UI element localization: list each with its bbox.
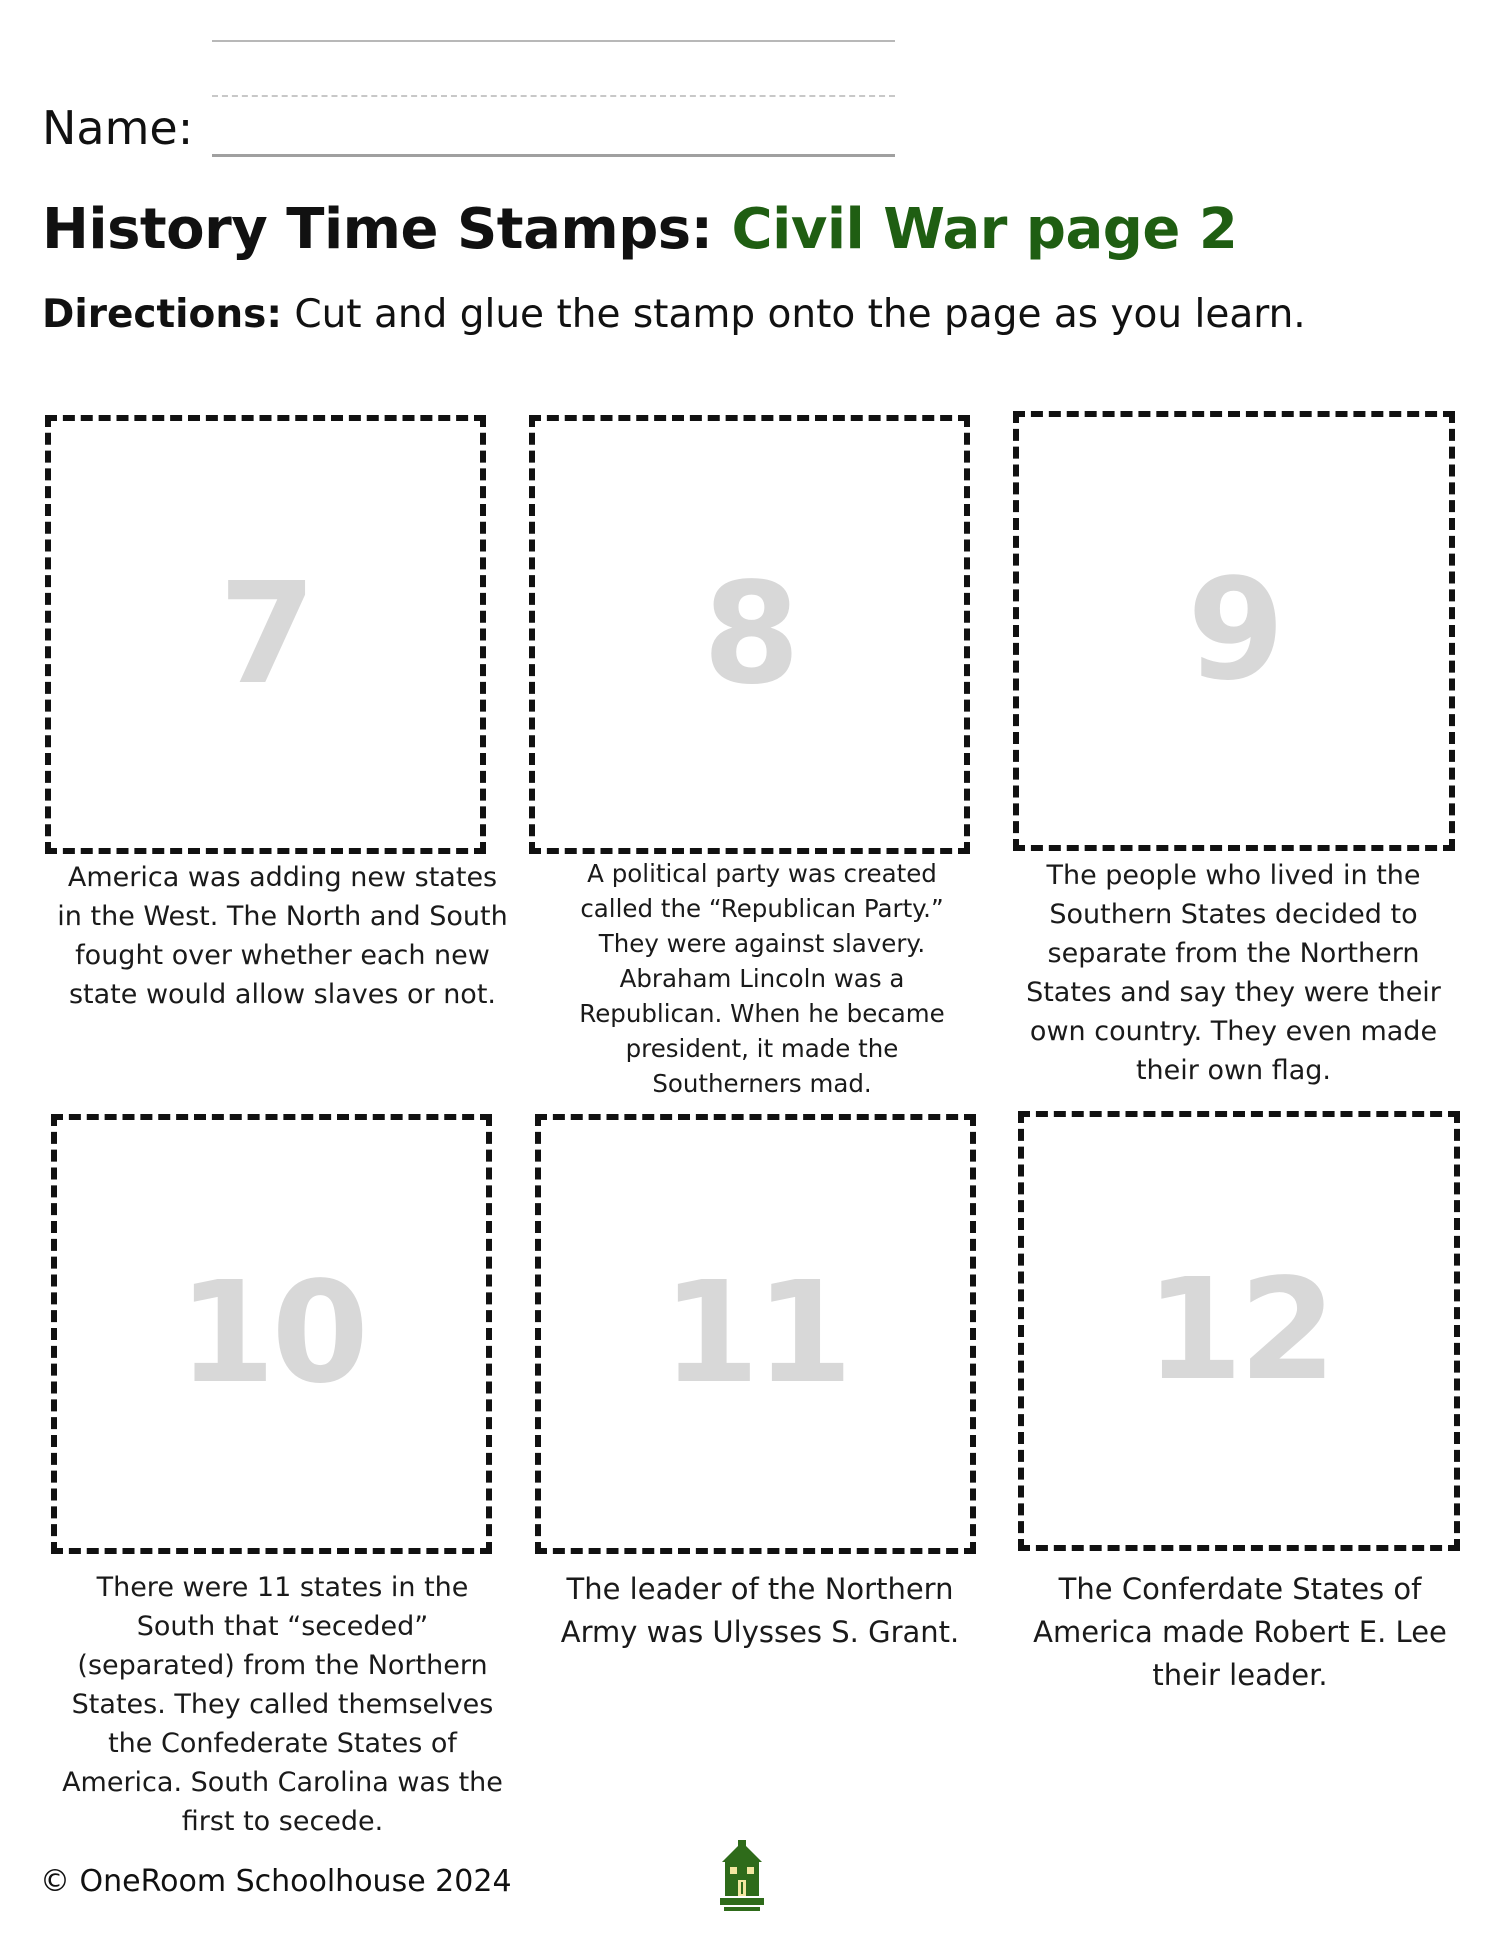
stamp-number: 10 <box>178 1252 365 1415</box>
stamp-number: 8 <box>702 552 797 716</box>
stamp-caption-12: The Conferdate States of America made Robert E. Lee their leader. <box>1033 1572 1447 1692</box>
page-title <box>42 196 1237 264</box>
stamp-box-12[interactable] <box>1018 1111 1460 1551</box>
stamp-box-11[interactable] <box>535 1114 976 1554</box>
directions <box>42 290 1306 340</box>
stamp-box-8[interactable] <box>529 415 970 854</box>
stamp-caption-7: America was adding new states in the West. The North and South fought over whether each new state would allow slaves or not. <box>57 862 508 1010</box>
name-guide-top-line <box>212 40 895 42</box>
stamp-caption-8: A political party was created called the “Republican Party.” They were against slavery. Abraham Lincoln was a Republican. When he became president, it made the Southerners mad. <box>579 859 945 1098</box>
stamp-number: 11 <box>662 1252 849 1415</box>
copyright: © OneRoom Schoolhouse 2024 <box>40 1864 512 1899</box>
directions-text: Cut and glue the stamp onto the page as you learn. <box>294 292 1306 337</box>
name-write-line[interactable] <box>212 154 895 157</box>
stamp-box-9[interactable] <box>1013 411 1455 851</box>
stamp-box-7[interactable] <box>45 415 486 854</box>
name-label: Name: <box>42 101 194 155</box>
stamp-caption-10: There were 11 states in the South that “seceded” (separated) from the Northern States. They called themselves the Confederate States of America. South Carolina was the first to secede. <box>62 1572 503 1837</box>
title-highlight: Civil War page 2 <box>731 197 1238 262</box>
stamp-caption-9: The people who lived in the Southern States decided to separate from the Northern States and say they were their own country. They even made their own flag. <box>1026 860 1441 1086</box>
stamp-number: 9 <box>1187 549 1281 712</box>
stamp-number: 12 <box>1145 1249 1333 1412</box>
stamp-caption-11: The leader of the Northern Army was Ulysses S. Grant. <box>560 1572 960 1649</box>
schoolhouse-logo-icon <box>718 1840 766 1914</box>
title-prefix: History Time Stamps: <box>42 197 713 262</box>
directions-label: Directions: <box>42 292 282 337</box>
name-guide-dashed-line <box>212 95 895 97</box>
stamp-box-10[interactable] <box>51 1114 492 1554</box>
stamp-number: 7 <box>218 552 313 716</box>
